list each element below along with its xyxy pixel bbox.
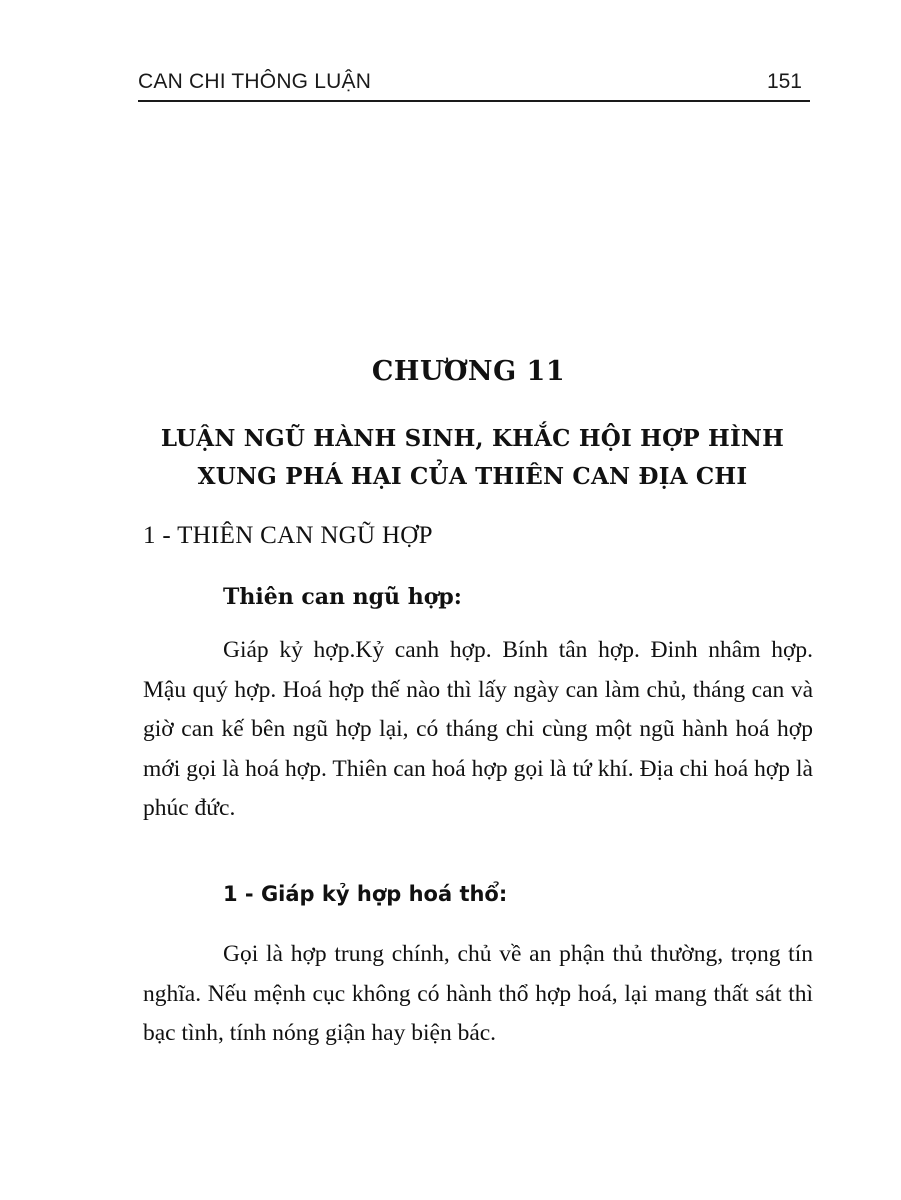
running-header	[138, 66, 808, 100]
chapter-number: CHƯƠNG 11	[371, 356, 566, 387]
subheading-thien-can-ngu-hop: Thiên can ngũ hợp:	[223, 584, 462, 610]
chapter-title-line-1: LUẬN NGŨ HÀNH SINH, KHẮC HỘI HỢP HÌNH	[160, 425, 785, 452]
subheading-giap-ky-hop: 1 - Giáp kỷ hợp hoá thổ:	[223, 882, 508, 906]
section-heading: 1 - THIÊN CAN NGŨ HỢP	[143, 522, 433, 549]
running-title: CAN CHI THÔNG LUẬN	[138, 70, 372, 93]
body-paragraph-2: Gọi là hợp trung chính, chủ về an phận thủ thường, trọng tín nghĩa. Nếu mệnh cục không có hành thổ hợp hoá, lại mang thất sát thì bạc tình, tính nóng giận hay biện bác.	[143, 941, 813, 1046]
page-number: 151	[766, 70, 802, 93]
chapter-title	[22, 420, 901, 496]
body-paragraph-1: Giáp kỷ hợp.Kỷ canh hợp. Bính tân hợp. Đinh nhâm hợp. Mậu quý hợp. Hoá hợp thế nào thì lấy ngày can làm chủ, tháng can và giờ can kế bên ngũ hợp lại, có tháng chi cùng một ngũ hành hoá hợp mới gọi là hoá hợp. Thiên can hoá hợp gọi là tứ khí. Địa chi hoá hợp là phúc đức.	[143, 637, 813, 821]
chapter-title-line-2: XUNG PHÁ HẠI CỦA THIÊN CAN ĐỊA CHI	[197, 463, 748, 490]
header-divider	[138, 100, 810, 102]
